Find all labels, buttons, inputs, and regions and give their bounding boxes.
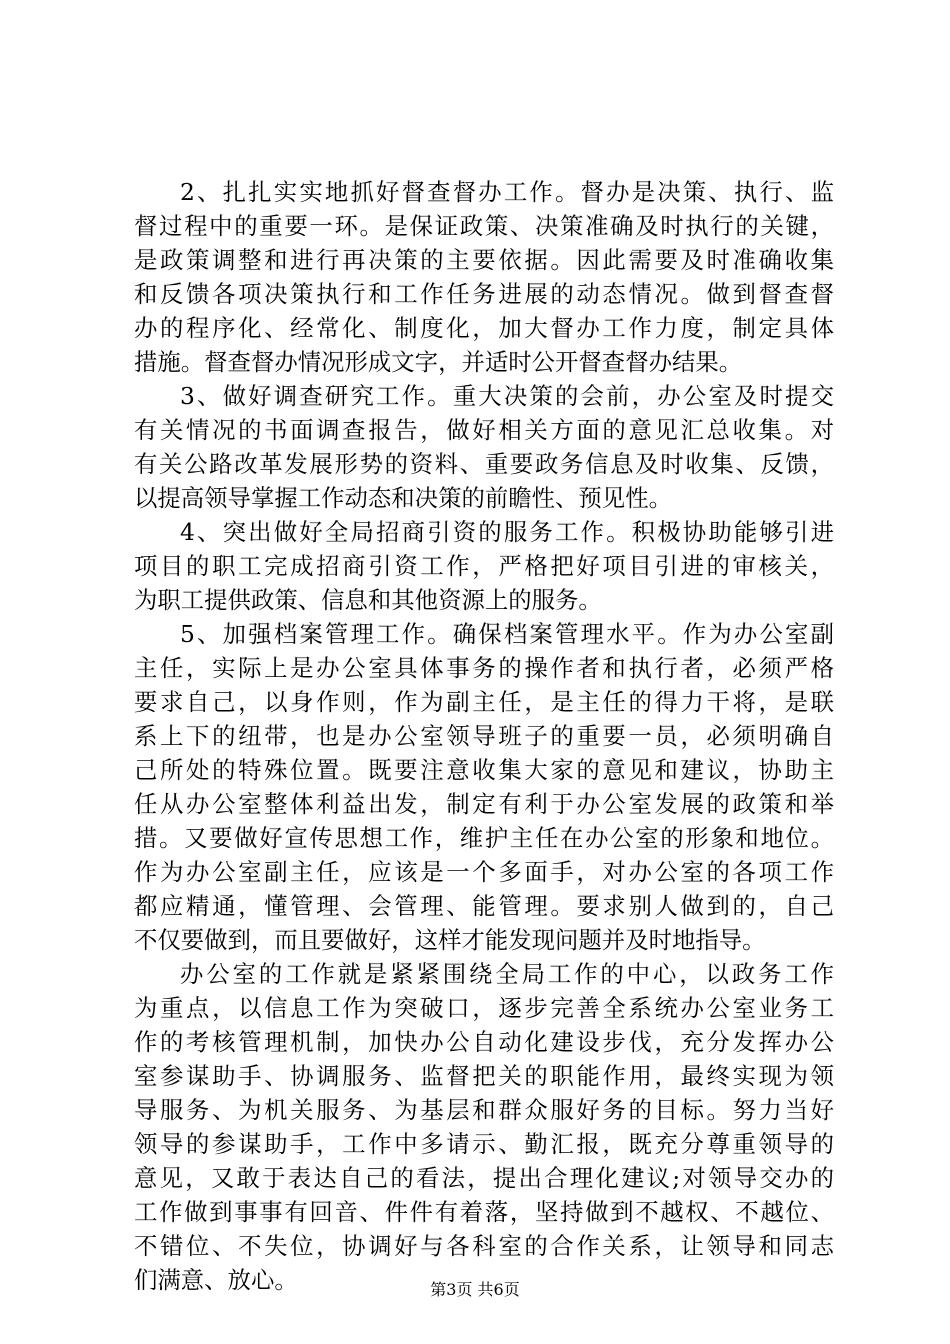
paragraph-line: 项目的职工完成招商引资工作，严格把好项目引进的审核关， <box>134 552 834 580</box>
paragraph-line: 3、做好调查研究工作。重大决策的会前，办公室及时提交 <box>180 382 834 410</box>
paragraph-line: 意见，又敢于表达自己的看法，提出合理化建议;对领导交办的 <box>134 1164 834 1192</box>
paragraph-line: 办的程序化、经常化、制度化，加大督办工作力度，制定具体 <box>134 314 834 342</box>
paragraph-line: 办公室的工作就是紧紧围绕全局工作的中心，以政务工作 <box>180 960 834 988</box>
paragraph-line: 领导的参谋助手，工作中多请示、勤汇报，既充分尊重领导的 <box>134 1130 834 1158</box>
paragraph-line: 和反馈各项决策执行和工作任务进展的动态情况。做到督查督 <box>134 280 834 308</box>
paragraph-line: 任从办公室整体利益出发，制定有利于办公室发展的政策和举 <box>134 790 834 818</box>
paragraph-line: 措施。督查督办情况形成文字，并适时公开督查督办结果。 <box>134 348 743 376</box>
paragraph-line: 导服务、为机关服务、为基层和群众服好务的目标。努力当好 <box>134 1096 834 1124</box>
paragraph-line: 为职工提供政策、信息和其他资源上的服务。 <box>134 586 602 614</box>
paragraph-line: 作为办公室副主任，应该是一个多面手，对办公室的各项工作 <box>134 858 834 886</box>
paragraph-line: 有关情况的书面调查报告，做好相关方面的意见汇总收集。对 <box>134 416 834 444</box>
document-body <box>134 175 834 1297</box>
paragraph-line: 不仅要做到，而且要做好，这样才能发现问题并及时地指导。 <box>134 926 766 954</box>
paragraph <box>134 379 834 515</box>
paragraph-line: 作的考核管理机制，加快办公自动化建设步伐，充分发挥办公 <box>134 1028 834 1056</box>
paragraph-line: 措。又要做好宣传思想工作，维护主任在办公室的形象和地位。 <box>134 824 834 852</box>
paragraph-line: 不错位、不失位，协调好与各科室的合作关系，让领导和同志 <box>134 1232 834 1260</box>
paragraph-line: 5、加强档案管理工作。确保档案管理水平。作为办公室副 <box>180 620 834 648</box>
paragraph-line: 主任，实际上是办公室具体事务的操作者和执行者，必须严格 <box>134 654 834 682</box>
paragraph-line: 系上下的纽带，也是办公室领导班子的重要一员，必须明确自 <box>134 722 834 750</box>
paragraph <box>134 175 834 379</box>
paragraph-line: 4、突出做好全局招商引资的服务工作。积极协助能够引进 <box>180 518 834 546</box>
paragraph-line: 己所处的特殊位置。既要注意收集大家的意见和建议，协助主 <box>134 756 834 784</box>
paragraph-line: 室参谋助手、协调服务、监督把关的职能作用，最终实现为领 <box>134 1062 834 1090</box>
paragraph-line: 有关公路改革发展形势的资料、重要政务信息及时收集、反馈， <box>134 450 834 478</box>
paragraph <box>134 617 834 957</box>
paragraph-line: 们满意、放心。 <box>134 1266 298 1294</box>
paragraph <box>134 957 834 1297</box>
paragraph-line: 工作做到事事有回音、件件有着落，坚持做到不越权、不越位、 <box>134 1198 834 1226</box>
paragraph <box>134 515 834 617</box>
paragraph-line: 都应精通，懂管理、会管理、能管理。要求别人做到的，自己 <box>134 892 834 920</box>
paragraph-line: 2、扎扎实实地抓好督查督办工作。督办是决策、执行、监 <box>180 178 834 206</box>
page-footer: 第3页 共6页 <box>430 1280 520 1299</box>
paragraph-line: 是政策调整和进行再决策的主要依据。因此需要及时准确收集 <box>134 246 834 274</box>
paragraph-line: 督过程中的重要一环。是保证政策、决策准确及时执行的关键， <box>134 212 834 240</box>
paragraph-line: 为重点，以信息工作为突破口，逐步完善全系统办公室业务工 <box>134 994 834 1022</box>
paragraph-line: 要求自己，以身作则，作为副主任，是主任的得力干将，是联 <box>134 688 834 716</box>
paragraph-line: 以提高领导掌握工作动态和决策的前瞻性、预见性。 <box>134 484 672 512</box>
